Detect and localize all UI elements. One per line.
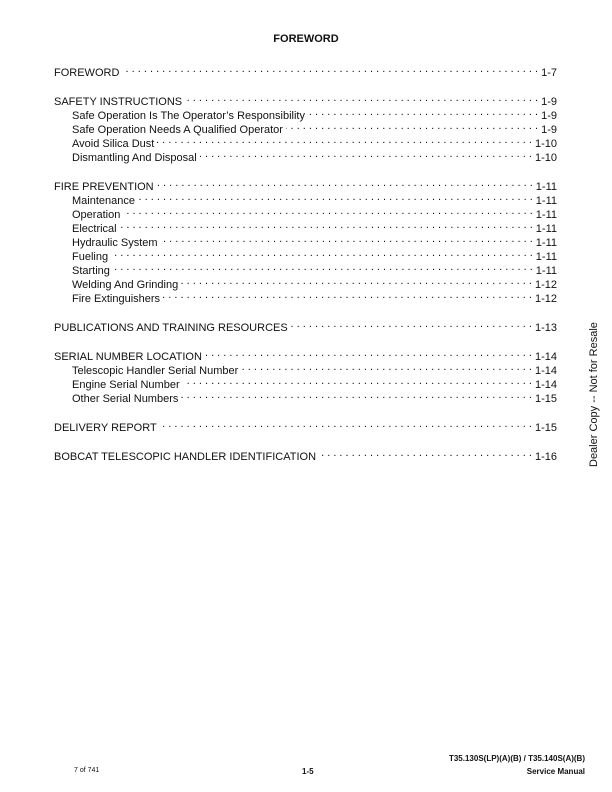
toc-page-number: 1-11	[535, 195, 557, 207]
toc-item-row	[54, 218, 557, 235]
toc-item-label: Electrical	[72, 223, 117, 235]
toc-page-number: 1-13	[534, 322, 557, 334]
dot-leader	[157, 176, 533, 190]
toc-section	[54, 446, 557, 463]
dot-leader	[286, 119, 538, 133]
footer-model: T35.130S(LP)(A)(B) / T35.140S(A)(B)	[448, 754, 585, 763]
toc-section-row	[54, 91, 557, 108]
toc-page-number: 1-11	[535, 237, 557, 249]
toc-item-label: Safe Operation Needs A Qualified Operator	[72, 124, 283, 136]
toc-page-number: 1-9	[541, 110, 557, 122]
toc-page-number: 1-11	[535, 223, 557, 235]
toc-section	[54, 176, 557, 305]
dot-leader	[120, 218, 533, 232]
dot-leader	[183, 374, 532, 388]
toc-section	[54, 417, 557, 434]
toc-item-label: Operation	[72, 209, 121, 221]
page-title: FOREWORD	[273, 33, 339, 45]
toc-section	[54, 346, 557, 405]
dot-leader	[122, 62, 538, 76]
toc-section-row	[54, 417, 557, 434]
toc-item-label: Starting	[72, 265, 110, 277]
toc-item-label: Safe Operation Is The Operator’s Responsibility	[72, 110, 305, 122]
toc-page-number: 1-11	[535, 181, 557, 193]
toc-section-label: FOREWORD	[54, 67, 120, 79]
toc-section-label: FIRE PREVENTION	[54, 181, 154, 193]
toc-section-label: DELIVERY REPORT	[54, 422, 157, 434]
toc-page-number: 1-10	[534, 152, 557, 164]
toc-section	[54, 317, 557, 334]
toc-item-label: Engine Serial Number	[72, 379, 180, 391]
dot-leader	[160, 417, 532, 431]
toc-item-label: Maintenance	[72, 195, 135, 207]
dot-leader	[157, 133, 532, 147]
toc-item-row	[54, 246, 557, 263]
toc-section-row	[54, 346, 557, 363]
toc-page-number: 1-9	[541, 124, 557, 136]
toc-page-number: 1-14	[534, 351, 557, 363]
toc-page-number: 1-7	[541, 67, 557, 79]
toc-section-label: BOBCAT TELESCOPIC HANDLER IDENTIFICATION	[54, 451, 317, 463]
dot-leader	[181, 274, 532, 288]
toc-page-number: 1-10	[534, 138, 557, 150]
dot-leader	[205, 346, 532, 360]
toc-section-label: PUBLICATIONS AND TRAINING RESOURCES	[54, 322, 288, 334]
toc-section-row	[54, 446, 557, 463]
toc-section-label: SERIAL NUMBER LOCATION	[54, 351, 202, 363]
toc-item-row	[54, 232, 557, 249]
footer-page-count: 7 of 741	[74, 767, 100, 774]
toc-page-number: 1-14	[534, 365, 557, 377]
dot-leader	[241, 360, 532, 374]
dot-leader	[113, 260, 533, 274]
dot-leader	[111, 246, 533, 260]
toc-item-label: Avoid Silica Dust	[72, 138, 155, 150]
dot-leader	[123, 204, 532, 218]
dot-leader	[185, 91, 538, 105]
toc-item-label: Dismantling And Disposal	[72, 152, 197, 164]
footer-manual: Service Manual	[526, 767, 585, 776]
dot-leader	[319, 446, 532, 460]
toc-page-number: 1-15	[534, 422, 557, 434]
toc-page-number: 1-11	[535, 209, 557, 221]
toc-item-label: Fueling	[72, 251, 109, 263]
toc-page-number: 1-11	[535, 265, 557, 277]
toc-section	[54, 91, 557, 164]
toc-item-label: Welding And Grinding	[72, 279, 179, 291]
dot-leader	[138, 190, 533, 204]
dot-leader	[181, 388, 532, 402]
dot-leader	[291, 317, 532, 331]
toc-page-number: 1-16	[534, 451, 557, 463]
dot-leader	[308, 105, 538, 119]
watermark: Dealer Copy -- Not for Resale	[588, 322, 600, 467]
footer-page-number: 1-5	[302, 767, 314, 776]
toc-page-number: 1-12	[534, 279, 557, 291]
toc-item-label: Other Serial Numbers	[72, 393, 179, 405]
toc-page-number: 1-14	[534, 379, 557, 391]
toc-page-number: 1-12	[534, 293, 557, 305]
toc-page-number: 1-9	[541, 96, 557, 108]
toc-item-label: Fire Extinguishers	[72, 293, 161, 305]
toc-section-row	[54, 176, 557, 193]
toc-section	[54, 62, 557, 79]
toc-item-label: Hydraulic System	[72, 237, 158, 249]
toc-section-row	[54, 317, 557, 334]
toc-page-number: 1-15	[534, 393, 557, 405]
dot-leader	[200, 147, 532, 161]
dot-leader	[161, 232, 533, 246]
toc-item-row	[54, 260, 557, 277]
dot-leader	[163, 288, 532, 302]
toc-item-label: Telescopic Handler Serial Number	[72, 365, 239, 377]
toc-item-row	[54, 204, 557, 221]
toc-section-label: SAFETY INSTRUCTIONS	[54, 96, 183, 108]
table-of-contents	[54, 62, 557, 475]
toc-page-number: 1-11	[535, 251, 557, 263]
toc-item-row	[54, 274, 557, 291]
toc-section-row	[54, 62, 557, 79]
